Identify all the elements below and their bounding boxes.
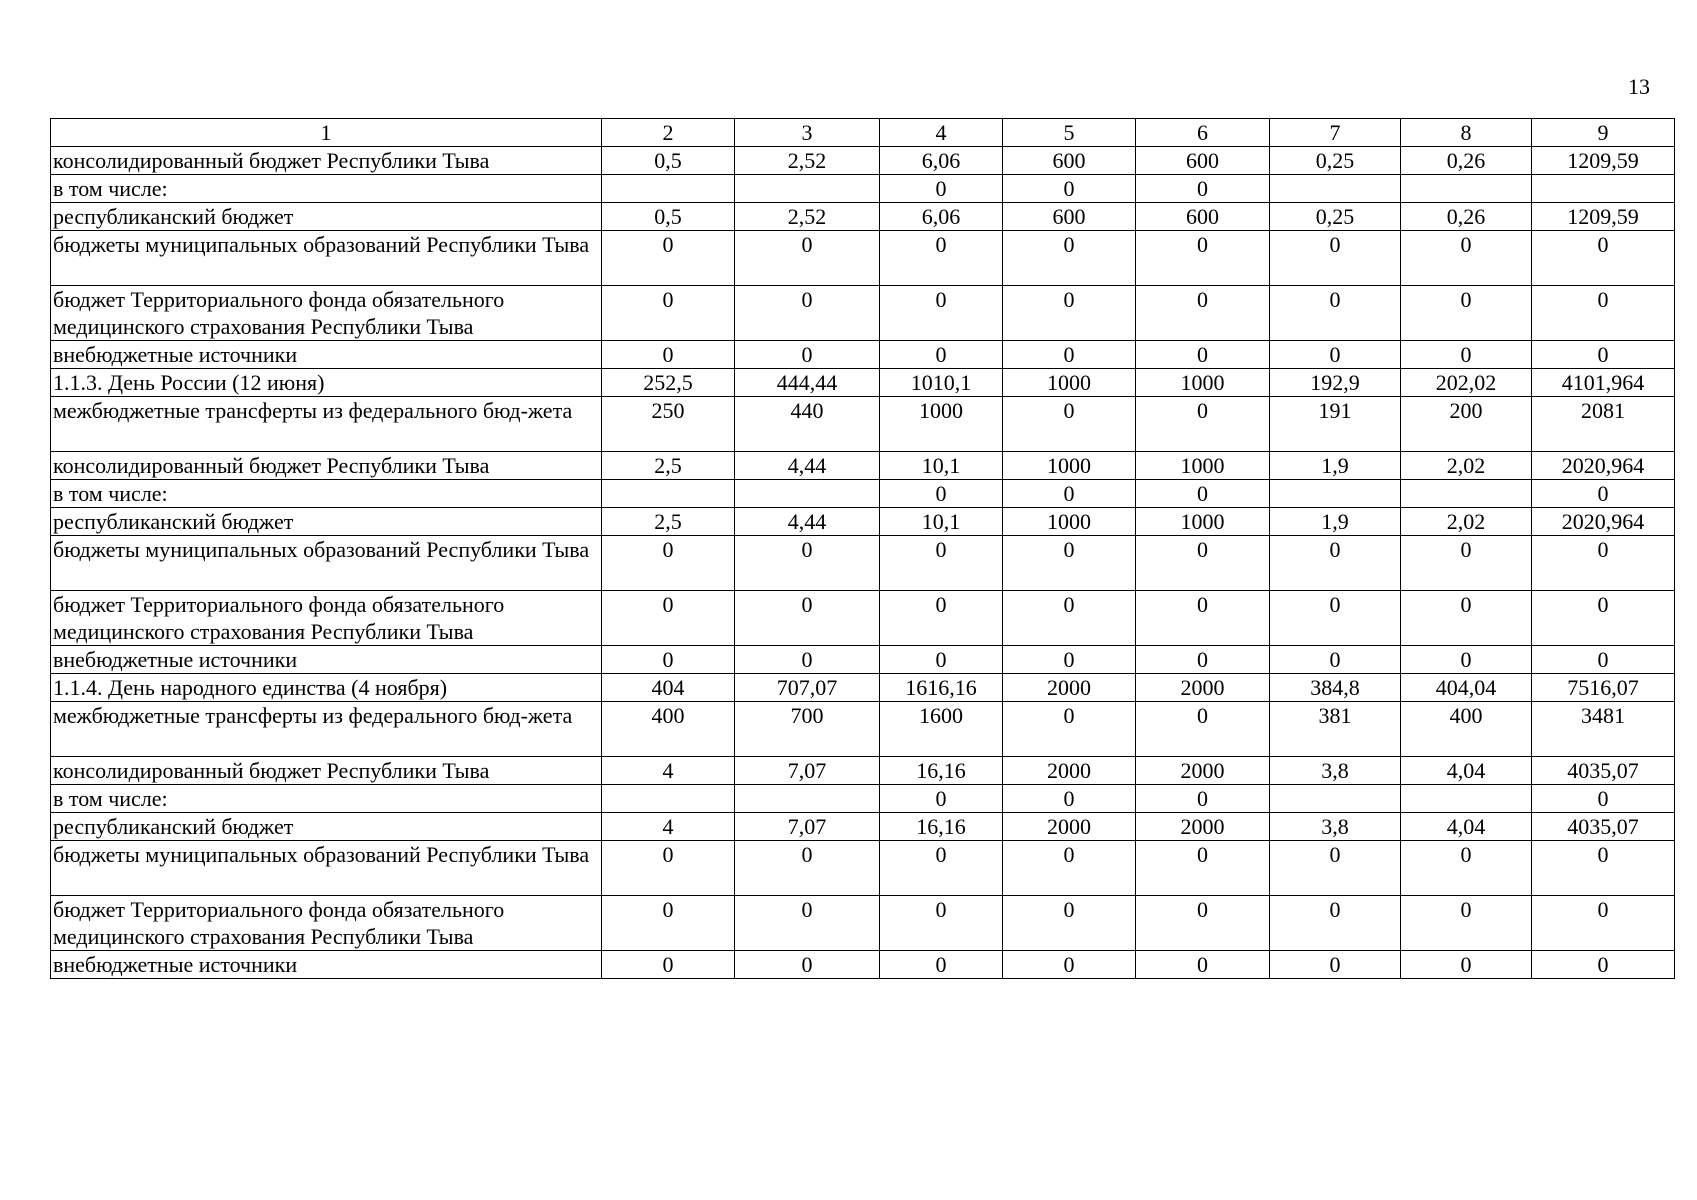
cell-col-7: 191 bbox=[1270, 397, 1401, 452]
cell-col-7: 0 bbox=[1270, 341, 1401, 369]
cell-col-2: 0 bbox=[602, 286, 735, 341]
cell-col-4: 0 bbox=[880, 591, 1003, 646]
column-number-4: 4 bbox=[880, 119, 1003, 147]
cell-col-3: 2,52 bbox=[735, 147, 880, 175]
cell-col-5: 2000 bbox=[1003, 674, 1136, 702]
table-row bbox=[51, 508, 1675, 536]
cell-col-8: 0 bbox=[1401, 341, 1532, 369]
row-label: межбюджетные трансферты из федерального бюд-жета bbox=[51, 397, 602, 452]
column-number-3: 3 bbox=[735, 119, 880, 147]
cell-col-5: 0 bbox=[1003, 397, 1136, 452]
cell-col-4: 10,1 bbox=[880, 508, 1003, 536]
cell-col-6: 0 bbox=[1136, 286, 1270, 341]
cell-col-4: 16,16 bbox=[880, 757, 1003, 785]
row-label: внебюджетные источники bbox=[51, 646, 602, 674]
cell-col-7 bbox=[1270, 175, 1401, 203]
cell-col-9 bbox=[1532, 175, 1675, 203]
cell-col-5: 0 bbox=[1003, 951, 1136, 979]
cell-col-2: 4 bbox=[602, 757, 735, 785]
cell-col-8: 404,04 bbox=[1401, 674, 1532, 702]
cell-col-8: 0 bbox=[1401, 591, 1532, 646]
cell-col-5: 0 bbox=[1003, 231, 1136, 286]
cell-col-9: 2081 bbox=[1532, 397, 1675, 452]
table-row bbox=[51, 397, 1675, 452]
cell-col-9: 0 bbox=[1532, 591, 1675, 646]
cell-col-3: 0 bbox=[735, 286, 880, 341]
cell-col-4: 1010,1 bbox=[880, 369, 1003, 397]
column-number-9: 9 bbox=[1532, 119, 1675, 147]
cell-col-4: 0 bbox=[880, 341, 1003, 369]
row-label: консолидированный бюджет Республики Тыва bbox=[51, 452, 602, 480]
cell-col-2: 404 bbox=[602, 674, 735, 702]
column-number-6: 6 bbox=[1136, 119, 1270, 147]
table-row bbox=[51, 341, 1675, 369]
table-row bbox=[51, 702, 1675, 757]
cell-col-3: 0 bbox=[735, 341, 880, 369]
cell-col-6: 0 bbox=[1136, 536, 1270, 591]
cell-col-9: 0 bbox=[1532, 286, 1675, 341]
cell-col-3: 0 bbox=[735, 536, 880, 591]
cell-col-3: 0 bbox=[735, 646, 880, 674]
cell-col-6: 0 bbox=[1136, 397, 1270, 452]
cell-col-9: 4035,07 bbox=[1532, 757, 1675, 785]
cell-col-5: 0 bbox=[1003, 646, 1136, 674]
cell-col-8: 4,04 bbox=[1401, 757, 1532, 785]
column-number-2: 2 bbox=[602, 119, 735, 147]
row-label: 1.1.3. День России (12 июня) bbox=[51, 369, 602, 397]
cell-col-2: 0,5 bbox=[602, 147, 735, 175]
cell-col-7: 384,8 bbox=[1270, 674, 1401, 702]
cell-col-5: 1000 bbox=[1003, 508, 1136, 536]
cell-col-5: 0 bbox=[1003, 785, 1136, 813]
cell-col-6: 0 bbox=[1136, 480, 1270, 508]
cell-col-6: 0 bbox=[1136, 785, 1270, 813]
table-row bbox=[51, 452, 1675, 480]
cell-col-2: 2,5 bbox=[602, 452, 735, 480]
cell-col-8: 400 bbox=[1401, 702, 1532, 757]
cell-col-3 bbox=[735, 785, 880, 813]
cell-col-7: 0 bbox=[1270, 536, 1401, 591]
cell-col-8 bbox=[1401, 175, 1532, 203]
cell-col-4: 0 bbox=[880, 841, 1003, 896]
cell-col-7: 0 bbox=[1270, 646, 1401, 674]
row-label: консолидированный бюджет Республики Тыва bbox=[51, 147, 602, 175]
cell-col-5: 0 bbox=[1003, 841, 1136, 896]
cell-col-2 bbox=[602, 480, 735, 508]
cell-col-2: 0,5 bbox=[602, 203, 735, 231]
cell-col-6: 0 bbox=[1136, 591, 1270, 646]
cell-col-5: 2000 bbox=[1003, 813, 1136, 841]
cell-col-3: 700 bbox=[735, 702, 880, 757]
cell-col-6: 0 bbox=[1136, 175, 1270, 203]
cell-col-3 bbox=[735, 480, 880, 508]
cell-col-8: 0,26 bbox=[1401, 147, 1532, 175]
cell-col-3: 4,44 bbox=[735, 508, 880, 536]
cell-col-6: 600 bbox=[1136, 147, 1270, 175]
table-row bbox=[51, 286, 1675, 341]
table-row bbox=[51, 646, 1675, 674]
cell-col-3: 444,44 bbox=[735, 369, 880, 397]
cell-col-2: 2,5 bbox=[602, 508, 735, 536]
cell-col-4: 1616,16 bbox=[880, 674, 1003, 702]
cell-col-8: 0 bbox=[1401, 286, 1532, 341]
table-body bbox=[51, 119, 1675, 979]
cell-col-8: 202,02 bbox=[1401, 369, 1532, 397]
cell-col-4: 0 bbox=[880, 175, 1003, 203]
cell-col-9: 4101,964 bbox=[1532, 369, 1675, 397]
table-row bbox=[51, 591, 1675, 646]
cell-col-9: 0 bbox=[1532, 341, 1675, 369]
cell-col-3: 4,44 bbox=[735, 452, 880, 480]
cell-col-7: 0 bbox=[1270, 286, 1401, 341]
cell-col-6: 1000 bbox=[1136, 508, 1270, 536]
cell-col-9: 0 bbox=[1532, 841, 1675, 896]
cell-col-5: 600 bbox=[1003, 203, 1136, 231]
cell-col-6: 2000 bbox=[1136, 757, 1270, 785]
cell-col-9: 3481 bbox=[1532, 702, 1675, 757]
cell-col-3: 0 bbox=[735, 896, 880, 951]
cell-col-9: 7516,07 bbox=[1532, 674, 1675, 702]
cell-col-6: 0 bbox=[1136, 646, 1270, 674]
table-row bbox=[51, 231, 1675, 286]
page-number: 13 bbox=[1628, 74, 1650, 99]
cell-col-8: 0 bbox=[1401, 646, 1532, 674]
cell-col-2: 0 bbox=[602, 951, 735, 979]
cell-col-8: 0 bbox=[1401, 536, 1532, 591]
cell-col-2: 0 bbox=[602, 896, 735, 951]
row-label: бюджет Территориального фонда обязательного медицинского страхования Республики Тыва bbox=[51, 591, 602, 646]
cell-col-9: 2020,964 bbox=[1532, 508, 1675, 536]
row-label: в том числе: bbox=[51, 175, 602, 203]
budget-table bbox=[50, 118, 1675, 979]
cell-col-5: 0 bbox=[1003, 536, 1136, 591]
cell-col-7: 0,25 bbox=[1270, 203, 1401, 231]
row-label: бюджеты муниципальных образований Республики Тыва bbox=[51, 841, 602, 896]
cell-col-7: 0 bbox=[1270, 841, 1401, 896]
row-label: республиканский бюджет bbox=[51, 203, 602, 231]
cell-col-7: 1,9 bbox=[1270, 452, 1401, 480]
cell-col-3: 0 bbox=[735, 231, 880, 286]
table-row bbox=[51, 203, 1675, 231]
cell-col-4: 1000 bbox=[880, 397, 1003, 452]
cell-col-9: 0 bbox=[1532, 480, 1675, 508]
cell-col-8: 2,02 bbox=[1401, 452, 1532, 480]
table-row bbox=[51, 757, 1675, 785]
cell-col-6: 600 bbox=[1136, 203, 1270, 231]
cell-col-2: 0 bbox=[602, 536, 735, 591]
cell-col-9: 2020,964 bbox=[1532, 452, 1675, 480]
cell-col-4: 6,06 bbox=[880, 203, 1003, 231]
cell-col-3: 7,07 bbox=[735, 757, 880, 785]
table-row bbox=[51, 175, 1675, 203]
row-label: 1.1.4. День народного единства (4 ноября) bbox=[51, 674, 602, 702]
cell-col-8: 0 bbox=[1401, 231, 1532, 286]
cell-col-8 bbox=[1401, 785, 1532, 813]
cell-col-9: 4035,07 bbox=[1532, 813, 1675, 841]
cell-col-2: 4 bbox=[602, 813, 735, 841]
cell-col-6: 0 bbox=[1136, 231, 1270, 286]
row-label: республиканский бюджет bbox=[51, 813, 602, 841]
cell-col-3: 2,52 bbox=[735, 203, 880, 231]
cell-col-5: 0 bbox=[1003, 175, 1136, 203]
cell-col-4: 1600 bbox=[880, 702, 1003, 757]
cell-col-8: 200 bbox=[1401, 397, 1532, 452]
cell-col-8: 0 bbox=[1401, 841, 1532, 896]
table-row bbox=[51, 813, 1675, 841]
cell-col-8: 2,02 bbox=[1401, 508, 1532, 536]
cell-col-9: 1209,59 bbox=[1532, 203, 1675, 231]
row-label: бюджеты муниципальных образований Республики Тыва bbox=[51, 536, 602, 591]
cell-col-6: 0 bbox=[1136, 341, 1270, 369]
cell-col-3: 440 bbox=[735, 397, 880, 452]
cell-col-4: 10,1 bbox=[880, 452, 1003, 480]
cell-col-7 bbox=[1270, 480, 1401, 508]
cell-col-2: 0 bbox=[602, 646, 735, 674]
cell-col-7: 0 bbox=[1270, 591, 1401, 646]
row-label: бюджет Территориального фонда обязательного медицинского страхования Республики Тыва bbox=[51, 896, 602, 951]
table-row bbox=[51, 785, 1675, 813]
table-row bbox=[51, 951, 1675, 979]
cell-col-2: 0 bbox=[602, 841, 735, 896]
cell-col-9: 0 bbox=[1532, 536, 1675, 591]
cell-col-7 bbox=[1270, 785, 1401, 813]
cell-col-6: 0 bbox=[1136, 841, 1270, 896]
cell-col-4: 16,16 bbox=[880, 813, 1003, 841]
cell-col-5: 2000 bbox=[1003, 757, 1136, 785]
cell-col-9: 0 bbox=[1532, 951, 1675, 979]
cell-col-8: 0,26 bbox=[1401, 203, 1532, 231]
cell-col-4: 0 bbox=[880, 951, 1003, 979]
cell-col-5: 0 bbox=[1003, 286, 1136, 341]
cell-col-2 bbox=[602, 785, 735, 813]
column-number-5: 5 bbox=[1003, 119, 1136, 147]
cell-col-8: 0 bbox=[1401, 951, 1532, 979]
cell-col-4: 0 bbox=[880, 646, 1003, 674]
cell-col-3: 7,07 bbox=[735, 813, 880, 841]
cell-col-3: 0 bbox=[735, 591, 880, 646]
cell-col-9: 0 bbox=[1532, 646, 1675, 674]
cell-col-3: 0 bbox=[735, 951, 880, 979]
cell-col-6: 0 bbox=[1136, 951, 1270, 979]
cell-col-6: 1000 bbox=[1136, 369, 1270, 397]
row-label: в том числе: bbox=[51, 480, 602, 508]
cell-col-2: 0 bbox=[602, 341, 735, 369]
cell-col-9: 0 bbox=[1532, 896, 1675, 951]
cell-col-4: 0 bbox=[880, 896, 1003, 951]
cell-col-3 bbox=[735, 175, 880, 203]
row-label: бюджет Территориального фонда обязательного медицинского страхования Республики Тыва bbox=[51, 286, 602, 341]
cell-col-5: 0 bbox=[1003, 702, 1136, 757]
cell-col-3: 0 bbox=[735, 841, 880, 896]
cell-col-2: 0 bbox=[602, 231, 735, 286]
cell-col-7: 0 bbox=[1270, 951, 1401, 979]
cell-col-3: 707,07 bbox=[735, 674, 880, 702]
cell-col-2: 0 bbox=[602, 591, 735, 646]
cell-col-4: 0 bbox=[880, 286, 1003, 341]
row-label: республиканский бюджет bbox=[51, 508, 602, 536]
cell-col-2: 252,5 bbox=[602, 369, 735, 397]
cell-col-9: 0 bbox=[1532, 785, 1675, 813]
row-label: бюджеты муниципальных образований Республики Тыва bbox=[51, 231, 602, 286]
cell-col-5: 0 bbox=[1003, 591, 1136, 646]
row-label: внебюджетные источники bbox=[51, 341, 602, 369]
cell-col-7: 381 bbox=[1270, 702, 1401, 757]
cell-col-9: 0 bbox=[1532, 231, 1675, 286]
table-row bbox=[51, 369, 1675, 397]
cell-col-7: 3,8 bbox=[1270, 813, 1401, 841]
cell-col-4: 0 bbox=[880, 785, 1003, 813]
cell-col-8 bbox=[1401, 480, 1532, 508]
cell-col-7: 0,25 bbox=[1270, 147, 1401, 175]
cell-col-4: 0 bbox=[880, 231, 1003, 286]
row-label: внебюджетные источники bbox=[51, 951, 602, 979]
column-number-8: 8 bbox=[1401, 119, 1532, 147]
cell-col-7: 1,9 bbox=[1270, 508, 1401, 536]
cell-col-4: 0 bbox=[880, 536, 1003, 591]
cell-col-2 bbox=[602, 175, 735, 203]
row-label: межбюджетные трансферты из федерального бюд-жета bbox=[51, 702, 602, 757]
cell-col-7: 3,8 bbox=[1270, 757, 1401, 785]
cell-col-4: 6,06 bbox=[880, 147, 1003, 175]
cell-col-4: 0 bbox=[880, 480, 1003, 508]
cell-col-6: 0 bbox=[1136, 702, 1270, 757]
cell-col-6: 2000 bbox=[1136, 674, 1270, 702]
cell-col-6: 1000 bbox=[1136, 452, 1270, 480]
cell-col-9: 1209,59 bbox=[1532, 147, 1675, 175]
table-header-row bbox=[51, 119, 1675, 147]
table-row bbox=[51, 147, 1675, 175]
cell-col-5: 600 bbox=[1003, 147, 1136, 175]
cell-col-5: 1000 bbox=[1003, 369, 1136, 397]
cell-col-5: 0 bbox=[1003, 896, 1136, 951]
cell-col-2: 400 bbox=[602, 702, 735, 757]
cell-col-6: 2000 bbox=[1136, 813, 1270, 841]
column-number-1: 1 bbox=[51, 119, 602, 147]
cell-col-5: 0 bbox=[1003, 480, 1136, 508]
row-label: консолидированный бюджет Республики Тыва bbox=[51, 757, 602, 785]
column-number-7: 7 bbox=[1270, 119, 1401, 147]
table-row bbox=[51, 536, 1675, 591]
cell-col-7: 0 bbox=[1270, 231, 1401, 286]
cell-col-5: 1000 bbox=[1003, 452, 1136, 480]
cell-col-6: 0 bbox=[1136, 896, 1270, 951]
cell-col-7: 0 bbox=[1270, 896, 1401, 951]
cell-col-8: 4,04 bbox=[1401, 813, 1532, 841]
table-row bbox=[51, 896, 1675, 951]
row-label: в том числе: bbox=[51, 785, 602, 813]
cell-col-8: 0 bbox=[1401, 896, 1532, 951]
cell-col-7: 192,9 bbox=[1270, 369, 1401, 397]
table-row bbox=[51, 674, 1675, 702]
cell-col-5: 0 bbox=[1003, 341, 1136, 369]
cell-col-2: 250 bbox=[602, 397, 735, 452]
table-row bbox=[51, 480, 1675, 508]
table-row bbox=[51, 841, 1675, 896]
